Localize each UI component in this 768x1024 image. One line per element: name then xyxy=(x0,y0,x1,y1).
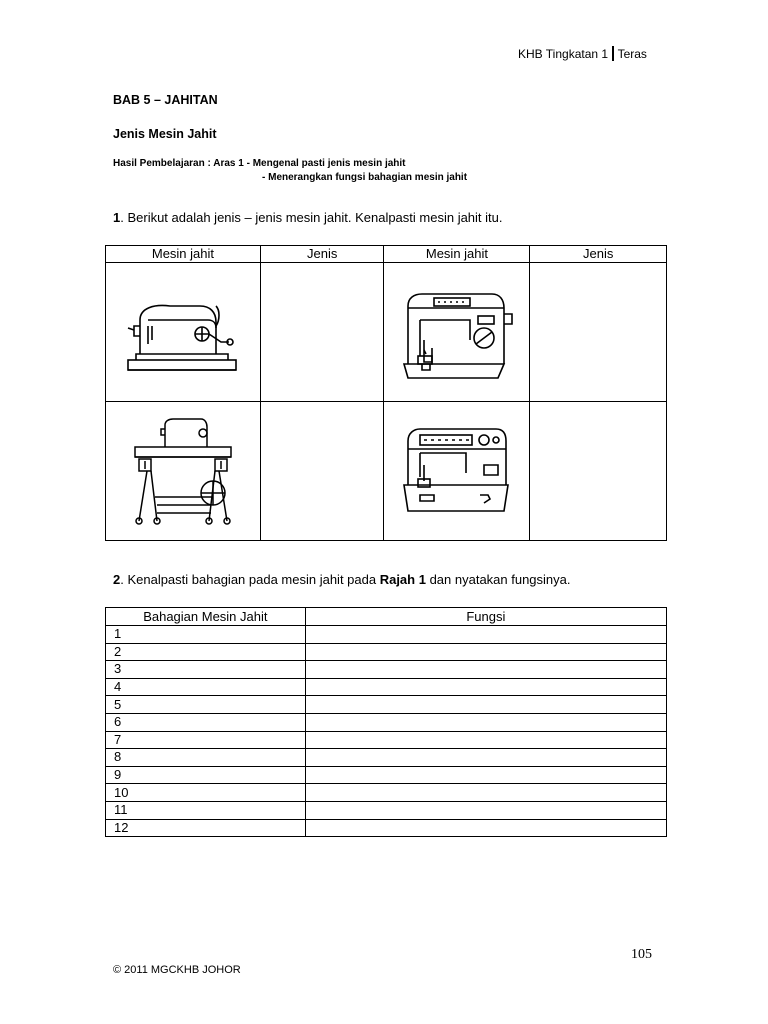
table-row xyxy=(106,696,667,714)
table-header-row xyxy=(106,608,667,626)
fungsi-answer-cell[interactable] xyxy=(305,801,666,819)
table-row xyxy=(106,766,667,784)
learning-outcome-2: - Menerangkan fungsi bahagian mesin jahit xyxy=(262,172,468,183)
page-number: 105 xyxy=(631,947,652,962)
fungsi-answer-cell[interactable] xyxy=(305,643,666,661)
question-2-figure-ref: Rajah 1 xyxy=(379,572,426,587)
header-fungsi: Fungsi xyxy=(305,608,666,626)
question-2 xyxy=(113,572,571,587)
header-section: Teras xyxy=(617,47,647,61)
fungsi-answer-cell[interactable] xyxy=(305,731,666,749)
page-header xyxy=(518,46,647,61)
chapter-title: BAB 5 – JAHITAN xyxy=(113,93,218,107)
row-number: 8 xyxy=(106,749,306,767)
image-cell xyxy=(384,263,530,402)
learning-outcomes xyxy=(113,157,467,185)
answer-cell[interactable] xyxy=(260,402,384,541)
image-cell xyxy=(106,402,261,541)
header-course: KHB Tingkatan 1 xyxy=(518,47,609,61)
fungsi-answer-cell[interactable] xyxy=(305,766,666,784)
table-row xyxy=(106,402,667,541)
row-number: 4 xyxy=(106,678,306,696)
row-number: 1 xyxy=(106,626,306,644)
answer-cell[interactable] xyxy=(530,263,667,402)
question-1-text: . Berikut adalah jenis – jenis mesin jahit. Kenalpasti mesin jahit itu. xyxy=(120,210,503,225)
fungsi-answer-cell[interactable] xyxy=(305,713,666,731)
table-row xyxy=(106,661,667,679)
fungsi-answer-cell[interactable] xyxy=(305,661,666,679)
header-bahagian: Bahagian Mesin Jahit xyxy=(106,608,306,626)
header-jenis-2: Jenis xyxy=(530,246,667,263)
question-1 xyxy=(113,210,503,225)
table-row xyxy=(106,643,667,661)
row-number: 10 xyxy=(106,784,306,802)
fungsi-answer-cell[interactable] xyxy=(305,819,666,837)
table-row xyxy=(106,263,667,402)
electric-sewing-machine-icon xyxy=(394,280,520,384)
table-row xyxy=(106,626,667,644)
header-mesin-jahit-1: Mesin jahit xyxy=(106,246,261,263)
table-row xyxy=(106,678,667,696)
fungsi-answer-cell[interactable] xyxy=(305,696,666,714)
header-jenis-1: Jenis xyxy=(260,246,384,263)
hand-crank-sewing-machine-icon xyxy=(122,282,244,382)
question-1-number: 1 xyxy=(113,210,121,225)
table-row xyxy=(106,749,667,767)
answer-cell[interactable] xyxy=(260,263,384,402)
parts-function-table xyxy=(105,607,667,837)
question-2-text-b: dan nyatakan fungsinya. xyxy=(425,572,571,587)
fungsi-answer-cell[interactable] xyxy=(305,749,666,767)
fungsi-answer-cell[interactable] xyxy=(305,678,666,696)
question-2-text-a: . Kenalpasti bahagian pada mesin jahit pada xyxy=(120,572,380,587)
table-header-row xyxy=(106,246,667,263)
fungsi-answer-cell[interactable] xyxy=(305,626,666,644)
image-cell xyxy=(106,263,261,402)
answer-cell[interactable] xyxy=(530,402,667,541)
header-separator xyxy=(612,46,614,61)
computerized-sewing-machine-icon xyxy=(394,419,520,523)
question-2-number: 2 xyxy=(113,572,121,587)
row-number: 7 xyxy=(106,731,306,749)
treadle-sewing-machine-icon xyxy=(127,413,239,529)
learning-outcome-1: Hasil Pembelajaran : Aras 1 - Mengenal pasti jenis mesin jahit xyxy=(113,158,406,169)
table-row xyxy=(106,731,667,749)
page-footer: © 2011 MGCKHB JOHOR xyxy=(113,964,241,976)
fungsi-answer-cell[interactable] xyxy=(305,784,666,802)
header-mesin-jahit-2: Mesin jahit xyxy=(384,246,530,263)
row-number: 3 xyxy=(106,661,306,679)
row-number: 12 xyxy=(106,819,306,837)
row-number: 9 xyxy=(106,766,306,784)
table-row xyxy=(106,713,667,731)
machine-type-table xyxy=(105,245,667,541)
row-number: 6 xyxy=(106,713,306,731)
table-row xyxy=(106,784,667,802)
table-row xyxy=(106,819,667,837)
row-number: 2 xyxy=(106,643,306,661)
image-cell xyxy=(384,402,530,541)
table-row xyxy=(106,801,667,819)
section-title: Jenis Mesin Jahit xyxy=(113,127,217,141)
row-number: 5 xyxy=(106,696,306,714)
row-number: 11 xyxy=(106,801,306,819)
